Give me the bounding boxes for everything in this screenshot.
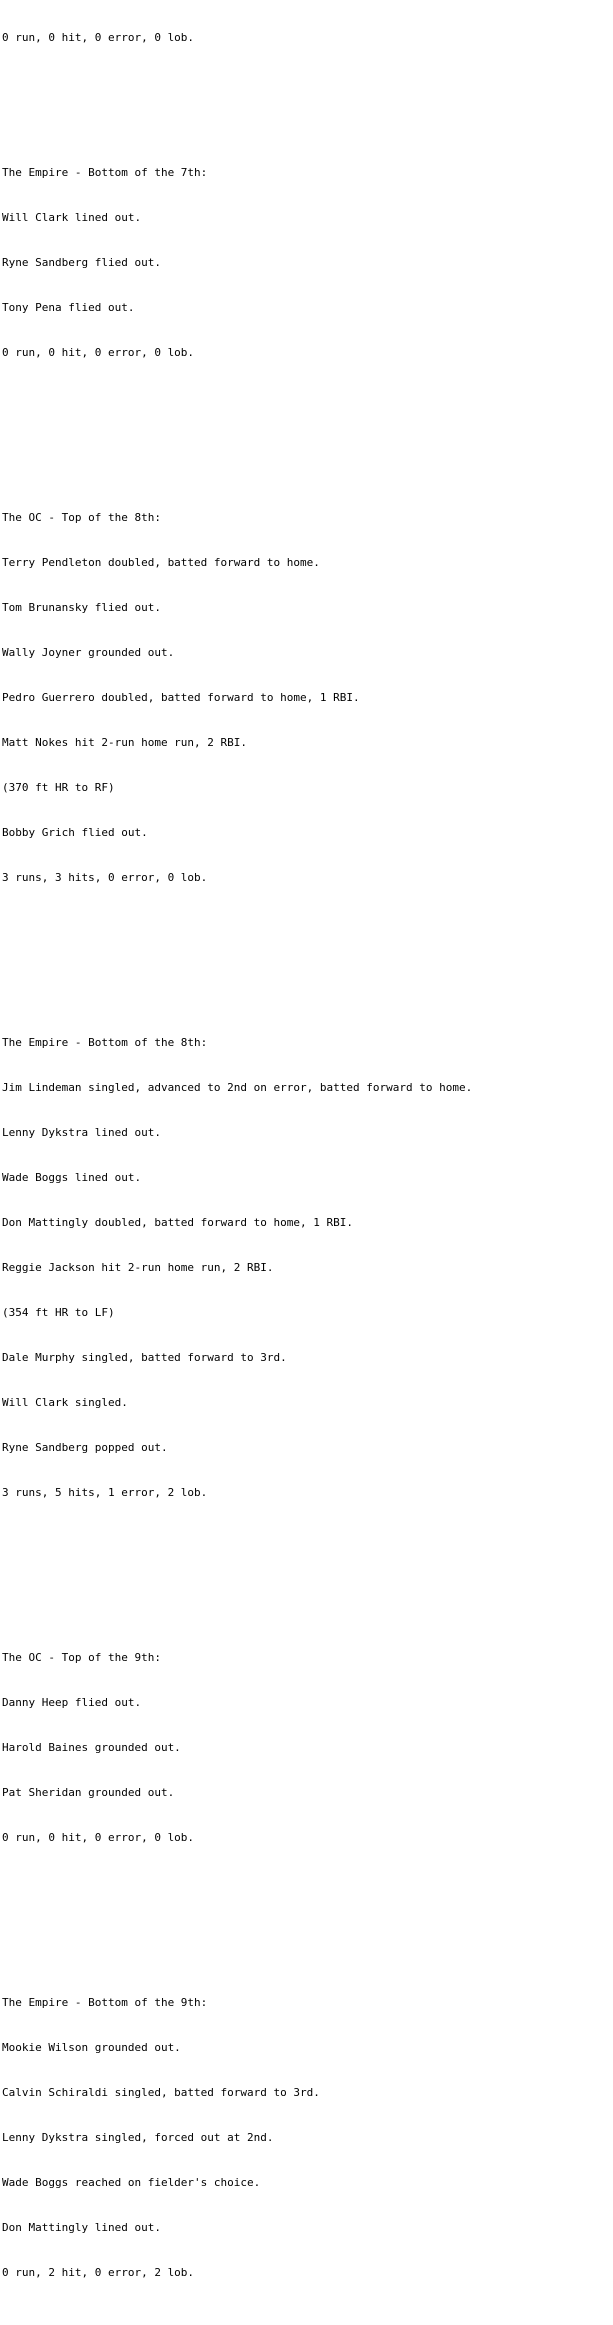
inning-section (2, 135, 607, 390)
play-line: Don Mattingly lined out. (2, 2221, 161, 2234)
blank-line (2, 75, 607, 90)
play-line: Harold Baines grounded out. (2, 1741, 181, 1754)
play-line: Bobby Grich flied out. (2, 826, 148, 839)
inning-section (2, 480, 607, 915)
inning-summary-line: 3 runs, 3 hits, 0 error, 0 lob. (2, 871, 208, 884)
inning-header: The OC - Top of the 9th: (2, 1651, 161, 1664)
play-line: Mookie Wilson grounded out. (2, 2041, 181, 2054)
play-line: Matt Nokes hit 2-run home run, 2 RBI. (2, 736, 248, 749)
play-line: Tom Brunansky flied out. (2, 601, 161, 614)
blank-line (2, 420, 607, 435)
inning-header: The Empire - Bottom of the 8th: (2, 1036, 208, 1049)
play-line: Wade Boggs lined out. (2, 1171, 142, 1184)
inning-summary-line: 0 run, 0 hit, 0 error, 0 lob. (2, 346, 195, 359)
play-line: Calvin Schiraldi singled, batted forward to 3rd. (2, 2086, 320, 2099)
play-line: Reggie Jackson hit 2-run home run, 2 RBI. (2, 1261, 274, 1274)
play-line: Wally Joyner grounded out. (2, 646, 175, 659)
blank-line (2, 1560, 607, 1575)
inning-section (2, 1965, 607, 2310)
play-line: Lenny Dykstra lined out. (2, 1126, 161, 1139)
inning-section (2, 1005, 607, 1530)
play-line: Danny Heep flied out. (2, 1696, 142, 1709)
inning-summary-line: 3 runs, 5 hits, 1 error, 2 lob. (2, 1486, 208, 1499)
inning-summary-line: 0 run, 2 hit, 0 error, 2 lob. (2, 2266, 195, 2279)
inning-header: The Empire - Bottom of the 9th: (2, 1996, 208, 2009)
home-run-distance-note: (354 ft HR to LF) (2, 1306, 115, 1319)
play-line: Ryne Sandberg flied out. (2, 256, 161, 269)
play-line: Lenny Dykstra singled, forced out at 2nd. (2, 2131, 274, 2144)
play-line: Tony Pena flied out. (2, 301, 135, 314)
inning-section (2, 1620, 607, 1875)
play-line: Dale Murphy singled, batted forward to 3rd. (2, 1351, 287, 1364)
inning-header: The Empire - Bottom of the 7th: (2, 166, 208, 179)
inning-summary-line: 0 run, 0 hit, 0 error, 0 lob. (2, 1831, 195, 1844)
play-line: Jim Lindeman singled, advanced to 2nd on error, batted forward to home. (2, 1081, 473, 1094)
play-line: Will Clark lined out. (2, 211, 142, 224)
inning-summary-line: 0 run, 0 hit, 0 error, 0 lob. (2, 31, 195, 44)
blank-line (2, 1905, 607, 1920)
play-line: Pat Sheridan grounded out. (2, 1786, 175, 1799)
blank-line (2, 945, 607, 960)
play-line: Don Mattingly doubled, batted forward to home, 1 RBI. (2, 1216, 353, 1229)
play-by-play-log (2, 0, 607, 2325)
home-run-distance-note: (370 ft HR to RF) (2, 781, 115, 794)
play-line: Ryne Sandberg popped out. (2, 1441, 168, 1454)
play-line: Pedro Guerrero doubled, batted forward to home, 1 RBI. (2, 691, 360, 704)
inning-header: The OC - Top of the 8th: (2, 511, 161, 524)
play-line: Terry Pendleton doubled, batted forward to home. (2, 556, 320, 569)
play-line: Wade Boggs reached on fielder's choice. (2, 2176, 261, 2189)
play-line: Will Clark singled. (2, 1396, 128, 1409)
